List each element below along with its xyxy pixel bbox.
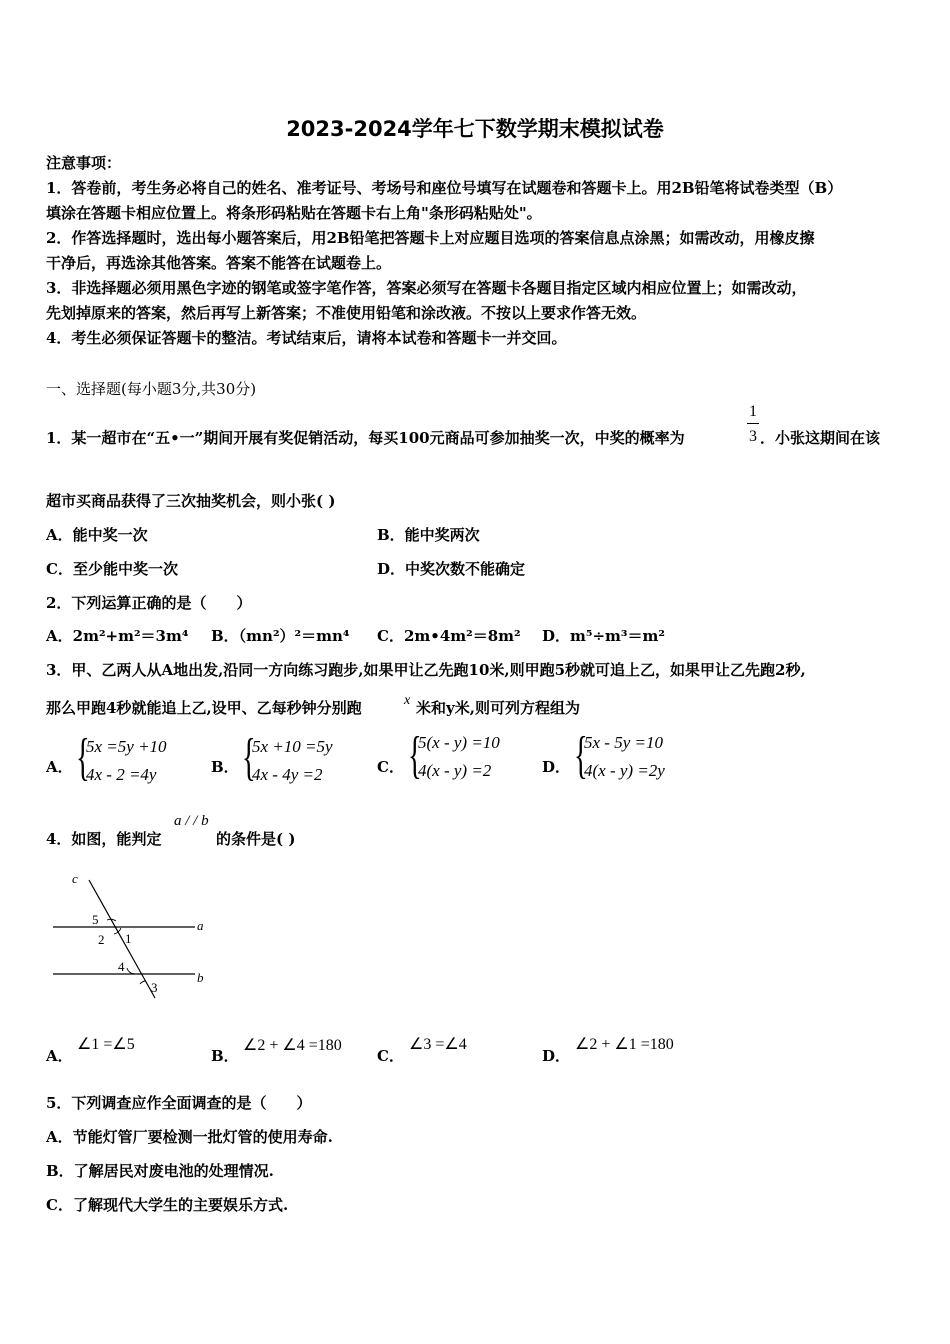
option-label: B．	[211, 758, 239, 776]
option-expression: ∠2 + ∠4 =180	[243, 1037, 342, 1054]
q5-option-b[interactable]: B．了解居民对废电池的处理情况.	[46, 1162, 274, 1180]
q1-frac-den: 3	[749, 428, 757, 445]
notice-line: 4．考生必须保证答题卡的整洁。考试结束后，请将本试卷和答题卡一并交回。	[46, 329, 567, 347]
option-label: C．	[377, 1047, 404, 1065]
option-expression: ∠1 =∠5	[77, 1036, 135, 1053]
q2-option-c[interactable]: C．2m•4m²＝8m²	[377, 627, 521, 645]
equation: 4(x - y) =2y	[584, 761, 665, 780]
q5-option-c[interactable]: C．了解现代大学生的主要娱乐方式.	[46, 1196, 289, 1214]
q4-text-cont: 的条件是( )	[216, 830, 296, 848]
q3-var-x: x	[404, 693, 411, 708]
left-brace: {	[574, 727, 588, 784]
angle-arc	[140, 981, 145, 984]
notice-line: 先划掉原来的答案，然后再写上新答案；不准使用铅笔和涂改液。不按以上要求作答无效。	[46, 304, 647, 322]
q1-frac-num: 1	[749, 403, 757, 420]
angle-3-label: 3	[151, 980, 158, 995]
option-label: D．	[542, 758, 571, 776]
q1-text-line2: 超市买商品获得了三次抽奖机会，则小张( )	[46, 492, 336, 510]
left-brace: {	[242, 729, 256, 786]
angle-1-label: 1	[125, 931, 132, 946]
option-label: C．	[377, 758, 404, 776]
notice-line: 填涂在答题卡相应位置上。将条形码粘贴在答题卡右上角"条形码粘贴处"。	[46, 204, 542, 222]
option-expression: ∠3 =∠4	[409, 1036, 467, 1053]
q1-text: 1．某一超市在“五•一”期间开展有奖促销活动，每买100元商品可参加抽奖一次，中奖的概率为	[46, 429, 685, 447]
label-b: b	[197, 970, 204, 985]
notice-line: 干净后，再选涂其他答案。答案不能答在试题卷上。	[46, 254, 392, 272]
angle-4-label: 4	[118, 959, 125, 974]
q4-text: 4．如图，能判定	[46, 830, 162, 848]
parallel-lines-figure	[45, 868, 215, 1003]
q1-option-a[interactable]: A．能中奖一次	[46, 526, 148, 544]
q2-option-d[interactable]: D．m⁵÷m³＝m²	[542, 627, 665, 645]
q2-option-a[interactable]: A．2m²+m²＝3m⁴	[46, 627, 189, 645]
q1-option-d[interactable]: D．中奖次数不能确定	[377, 560, 526, 578]
left-brace: {	[76, 729, 90, 786]
option-expression: ∠2 + ∠1 =180	[575, 1036, 674, 1053]
equation: 5x =5y +10	[86, 737, 167, 756]
angle-5-label: 5	[92, 912, 99, 927]
equation: 4x - 2 =4y	[86, 765, 157, 784]
equation: 5x - 5y =10	[584, 733, 663, 752]
left-brace: {	[408, 727, 422, 784]
label-a: a	[197, 918, 204, 933]
q1-option-b[interactable]: B．能中奖两次	[377, 526, 480, 544]
notice-line: 1．答卷前，考生务必将自己的姓名、准考证号、考场号和座位号填写在试题卷和答题卡上。用2B铅笔将试卷类型（B）	[46, 179, 843, 197]
fraction-bar	[747, 423, 759, 424]
q4-condition: a / / b	[174, 813, 209, 829]
q5-option-a[interactable]: A．节能灯管厂要检测一批灯管的使用寿命.	[46, 1128, 333, 1146]
q2-option-b[interactable]: B．（mn²）²＝mn⁴	[211, 627, 350, 645]
q1-text-cont: ．小张这期间在该	[760, 429, 881, 447]
notice-line: 2．作答选择题时，选出每小题答案后，用2B铅笔把答题卡上对应题目选项的答案信息点涂黑；如需改动，用橡皮擦	[46, 229, 815, 247]
q3-text-line2-cont: 米和y米,则可列方程组为	[416, 699, 580, 717]
option-label: B．	[211, 1047, 239, 1065]
q2-text: 2．下列运算正确的是（ ）	[46, 594, 252, 612]
label-c: c	[72, 871, 78, 886]
q1-option-c[interactable]: C．至少能中奖一次	[46, 560, 178, 578]
q3-text: 3．甲、乙两人从A地出发,沿同一方向练习跑步,如果甲让乙先跑10米,则甲跑5秒就可追上乙，如果甲让乙先跑2秒,	[46, 661, 806, 679]
option-label: D．	[542, 1047, 571, 1065]
option-label: A．	[46, 1047, 73, 1065]
page-title: 2023-2024学年七下数学期末模拟试卷	[286, 117, 664, 141]
equation: 4x - 4y =2	[252, 765, 323, 784]
equation: 5(x - y) =10	[418, 733, 500, 752]
notice-heading: 注意事项：	[46, 154, 122, 172]
section-heading: 一、选择题(每小题3分,共30分)	[46, 380, 257, 398]
q3-text-line2: 那么甲跑4秒就能追上乙,设甲、乙每秒钟分别跑	[46, 699, 362, 717]
q5-text: 5．下列调查应作全面调查的是（ ）	[46, 1094, 312, 1112]
notice-line: 3．非选择题必须用黑色字迹的钢笔或签字笔作答，答案必须写在答题卡各题目指定区域内相应位置上；如需改动，	[46, 279, 807, 297]
equation: 5x +10 =5y	[252, 737, 333, 756]
angle-arc	[127, 968, 135, 974]
equation: 4(x - y) =2	[418, 761, 492, 780]
angle-2-label: 2	[98, 932, 105, 947]
option-label: A．	[46, 758, 73, 776]
